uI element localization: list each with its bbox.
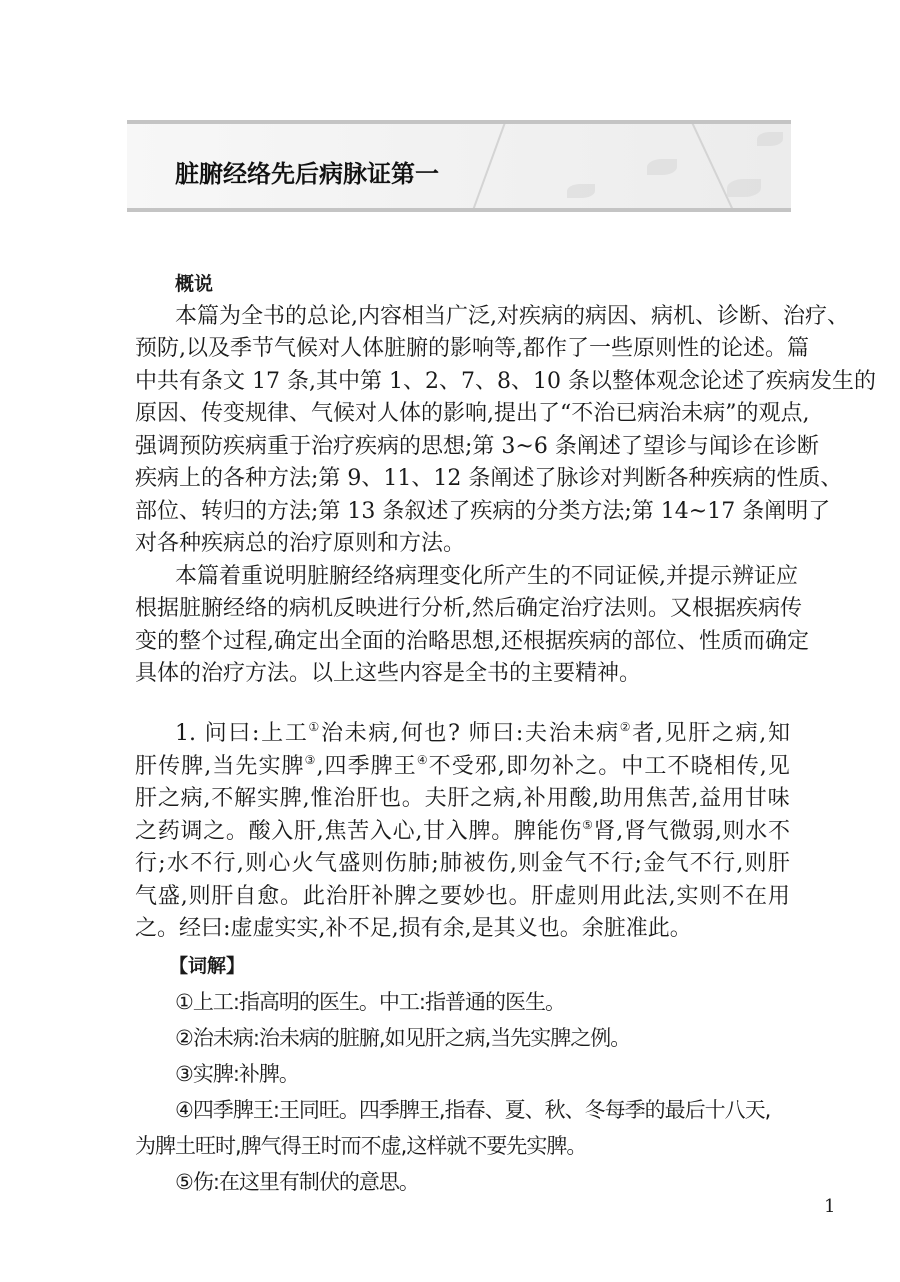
- decorative-branch: [466, 120, 509, 212]
- text-line: 气盛,则肝自愈。此治肝补脾之要妙也。肝虚则用此法,实则不在用: [135, 883, 790, 909]
- text-line: 疾病上的各种方法;第 9、11、12 条阐述了脉诊对判断各种疾病的性质、: [135, 466, 843, 491]
- text-line: 之。经曰:虚虚实实,补不足,损有余,是其义也。余脏准此。: [135, 916, 692, 941]
- text-line: 本篇为全书的总论,内容相当广泛,对疾病的病因、病机、诊断、治疗、: [175, 303, 849, 329]
- text-line: 对各种疾病总的治疗原则和方法。: [135, 531, 466, 556]
- text-line: 之药调之。酸入肝,焦苦入心,甘入脾。脾能伤⑤肾,肾气微弱,则水不: [135, 817, 790, 844]
- text-line: 具体的治疗方法。以上这些内容是全书的主要精神。: [135, 661, 642, 686]
- decorative-leaf: [567, 184, 595, 198]
- text-line: 根据脏腑经络的病机反映进行分析,然后确定治疗法则。又根据疾病传: [135, 596, 802, 621]
- text-line: ⑤伤:在这里有制伏的意思。: [175, 1170, 419, 1194]
- footnote-marker: ④: [416, 752, 429, 767]
- overview-section: [135, 268, 876, 691]
- text-line: 原因、传变规律、气候对人体的影响,提出了“不治已病治未病”的观点,: [135, 401, 810, 426]
- notes-heading: 【词解】: [169, 955, 246, 977]
- notes-section: [135, 948, 790, 1200]
- text-line: ①上工:指高明的医生。中工:指普通的医生。: [175, 990, 565, 1014]
- text-line: 行;水不行,则心火气盛则伤肺;肺被伤,则金气不行;金气不行,则肝: [135, 851, 790, 876]
- decorative-leaf: [647, 159, 677, 175]
- text-line: 中共有条文 17 条,其中第 1、2、7、8、10 条以整体观念论述了疾病发生的: [135, 368, 876, 394]
- chapter-header-band: [127, 120, 791, 212]
- footnote-marker: ②: [619, 720, 633, 734]
- footnote-marker: ⑤: [582, 817, 594, 832]
- overview-heading: 概说: [175, 273, 214, 295]
- overview-body: [135, 301, 876, 691]
- decorative-leaf: [757, 132, 783, 146]
- text-line: 变的整个过程,确定出全面的治略思想,还根据疾病的部位、性质而确定: [135, 628, 809, 654]
- text-line: 强调预防疾病重于治疗疾病的思想;第 3~6 条阐述了望诊与闻诊在诊断: [135, 433, 819, 459]
- text-line: ④四季脾王:王同旺。四季脾王,指春、夏、秋、冬每季的最后十八天,: [175, 1098, 771, 1122]
- decorative-branch: [687, 120, 740, 212]
- footnote-marker: ①: [308, 720, 321, 734]
- text-line: 预防,以及季节气候对人体脏腑的影响等,都作了一些原则性的论述。篇: [135, 336, 809, 361]
- article-paragraph: [135, 718, 790, 946]
- chapter-title: 脏腑经络先后病脉证第一: [175, 160, 439, 188]
- decorative-leaf: [727, 179, 761, 197]
- text-line: 本篇着重说明脏腑经络病理变化所产生的不同证候,并提示辨证应: [175, 563, 798, 589]
- text-line: 肝之病,不解实脾,惟治肝也。夫肝之病,补用酸,助用焦苦,益用甘味: [135, 786, 790, 811]
- text-line: ②治未病:治未病的脏腑,如见肝之病,当先实脾之例。: [175, 1026, 631, 1050]
- notes-body: [135, 984, 790, 1200]
- page-number: 1: [824, 1196, 836, 1217]
- text-line: 为脾土旺时,脾气得王时而不虚,这样就不要先实脾。: [135, 1134, 587, 1158]
- text-line: 部位、转归的方法;第 13 条叙述了疾病的分类方法;第 14~17 条阐明了: [135, 498, 831, 524]
- text-line: 肝传脾,当先实脾③,四季脾王④不受邪,即勿补之。中工不晓相传,见: [135, 752, 790, 779]
- footnote-marker: ③: [304, 752, 317, 767]
- text-line: 1. 问曰:上工①治未病,何也? 师曰:夫治未病②者,见肝之病,知: [175, 720, 790, 746]
- text-line: ③实脾:补脾。: [175, 1062, 299, 1086]
